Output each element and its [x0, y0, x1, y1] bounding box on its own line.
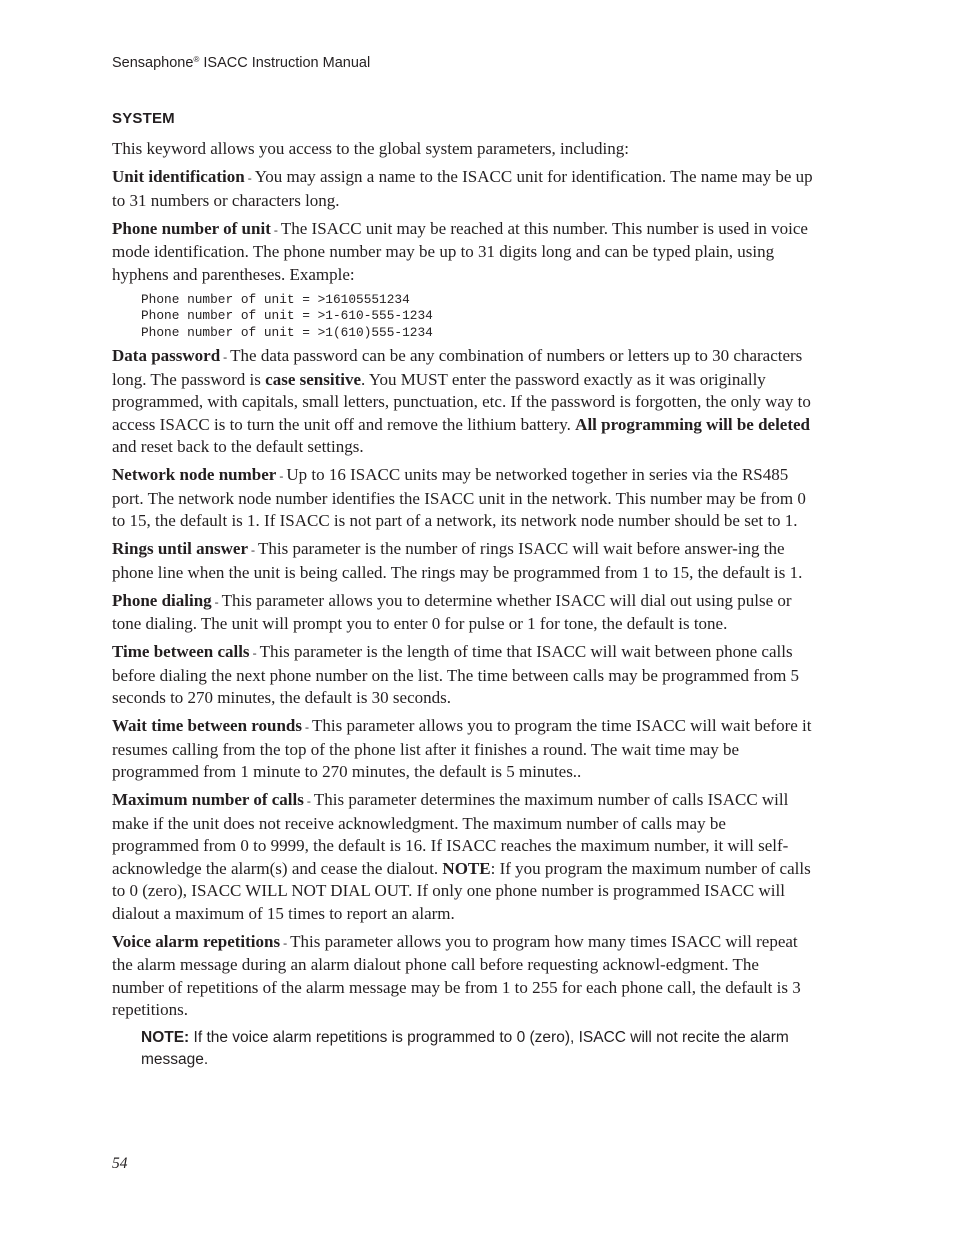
rings-until-answer-paragraph [112, 538, 815, 584]
separator: - [249, 646, 260, 660]
voice-alarm-text: This parameter allows you to program how many times ISACC will repeat the alarm message during an alarm dialout phone call before requesting acknowl-edgment. The number of repetitions of the alarm message may be from 1 to 255 for each phone call, the default is 3 repetitions. [112, 931, 801, 1019]
separator: - [211, 594, 222, 609]
separator: - [270, 222, 281, 237]
page-number: 54 [112, 1155, 128, 1172]
maximum-calls-text: This parameter determines the maximum number of calls ISACC will make if the unit does not receive acknowledgment. The maximum number of calls may be programmed from 0 to 9999, the default is 16. If ISACC reaches the maximum number, it will self-acknowledge the alarm(s) and cease the dialout. [112, 790, 789, 878]
unit-identification-text: You may assign a name to the ISACC unit for identification. The name may be up to 31 numbers or characters long. [112, 167, 813, 210]
network-node-term: Network node number [112, 465, 277, 484]
maximum-calls-text: : If you program the maximum number of calls to 0 (zero), ISACC WILL NOT DIAL OUT. If only one phone number is programmed ISACC will dialout a maximum of 15 times to report an alarm. [112, 858, 811, 923]
separator: - [302, 720, 312, 734]
note-text: If the voice alarm repetitions is programmed to 0 (zero), ISACC will not recite the alarm message. [141, 1029, 789, 1068]
phone-number-examples [141, 292, 815, 342]
data-password-term: Data password [112, 346, 221, 365]
voice-alarm-paragraph [112, 931, 815, 1022]
maximum-calls-paragraph [112, 789, 815, 925]
phone-dialing-paragraph [112, 590, 815, 636]
network-node-text: Up to 16 ISACC units may be networked together in series via the RS485 port. The network node number identifies the ISACC unit in the network. This number may be from 0 to 15, the default is 1. If ISACC is not part of a network, its network node number should be set to 1. [112, 465, 806, 530]
unit-identification-term: Unit identification [112, 167, 245, 186]
registered-mark: ® [193, 55, 200, 64]
separator: - [276, 469, 287, 483]
phone-dialing-text: This parameter allows you to determine whether ISACC will dial out using pulse or tone dialing. The unit will prompt you to enter 0 for pulse or 1 for tone, the default is tone. [112, 590, 792, 633]
time-between-calls-term: Time between calls [112, 642, 250, 661]
data-password-paragraph [112, 345, 815, 459]
network-node-paragraph [112, 464, 815, 533]
phone-number-text: The ISACC unit may be reached at this number. This number is used in voice mode identification. The phone number may be up to 31 digits long and can be typed plain, using hyphens and parentheses. Example: [112, 218, 808, 284]
rings-until-answer-text: This parameter is the number of rings ISACC will wait before answer-ing the phone line when the unit is being called. The rings may be programmed from 1 to 15, the default is 1. [112, 539, 803, 582]
wait-time-term: Wait time between rounds [112, 716, 302, 735]
phone-number-paragraph [112, 218, 815, 287]
data-password-text: . You MUST enter the password exactly as it was originally programmed, with capitals, small letters, punctuation, etc. If the password is forgotten, the only way to access ISACC is to turn the unit off and remove the lithium battery. [112, 369, 811, 434]
manual-page [112, 0, 815, 1235]
separator: - [280, 935, 291, 950]
section-title: SYSTEM [112, 110, 175, 127]
note-label: NOTE: [141, 1029, 190, 1046]
separator: - [303, 794, 314, 808]
time-between-calls-text: This parameter is the length of time that ISACC will wait between phone calls before dialing the next phone number on the list. The time between calls may be programmed from 5 seconds to 270 minutes, the default is 30 seconds. [112, 642, 800, 707]
phone-number-term: Phone number of unit [112, 218, 271, 238]
case-sensitive-emphasis: case sensitive [265, 369, 361, 389]
voice-alarm-term: Voice alarm repetitions [112, 931, 281, 951]
wait-time-paragraph [112, 715, 815, 784]
header-title: ISACC Instruction Manual [199, 55, 371, 71]
voice-alarm-note [141, 1027, 815, 1071]
data-password-text: and reset back to the default settings. [112, 437, 364, 456]
maximum-calls-term: Maximum number of calls [112, 790, 304, 809]
separator: - [248, 543, 259, 557]
data-password-text: The data password can be any combination of numbers or letters up to 30 characters long. The password is [112, 346, 803, 389]
time-between-calls-paragraph [112, 641, 815, 710]
separator: - [220, 350, 231, 364]
note-label-inline: NOTE [442, 858, 491, 878]
page-content [112, 110, 815, 1071]
phone-number-example: Phone number of unit = >16105551234 [141, 291, 410, 307]
wait-time-text: This parameter allows you to program the time ISACC will wait before it resumes calling from the top of the phone list after it finishes a round. The wait time may be programmed from 1 minute to 270 minutes, the default is 5 minutes.. [112, 716, 812, 781]
running-header [112, 54, 370, 72]
programming-deleted-emphasis: All programming will be deleted [575, 414, 811, 434]
header-product: Sensaphone [112, 55, 194, 71]
unit-identification-paragraph [112, 166, 815, 212]
phone-number-example: Phone number of unit = >1(610)555-1234 [141, 324, 433, 340]
phone-number-example: Phone number of unit = >1-610-555-1234 [141, 308, 433, 323]
phone-dialing-term: Phone dialing [112, 590, 212, 610]
rings-until-answer-term: Rings until answer [112, 539, 249, 558]
separator: - [244, 171, 255, 185]
intro-paragraph: This keyword allows you access to the global system parameters, including: [112, 139, 629, 158]
